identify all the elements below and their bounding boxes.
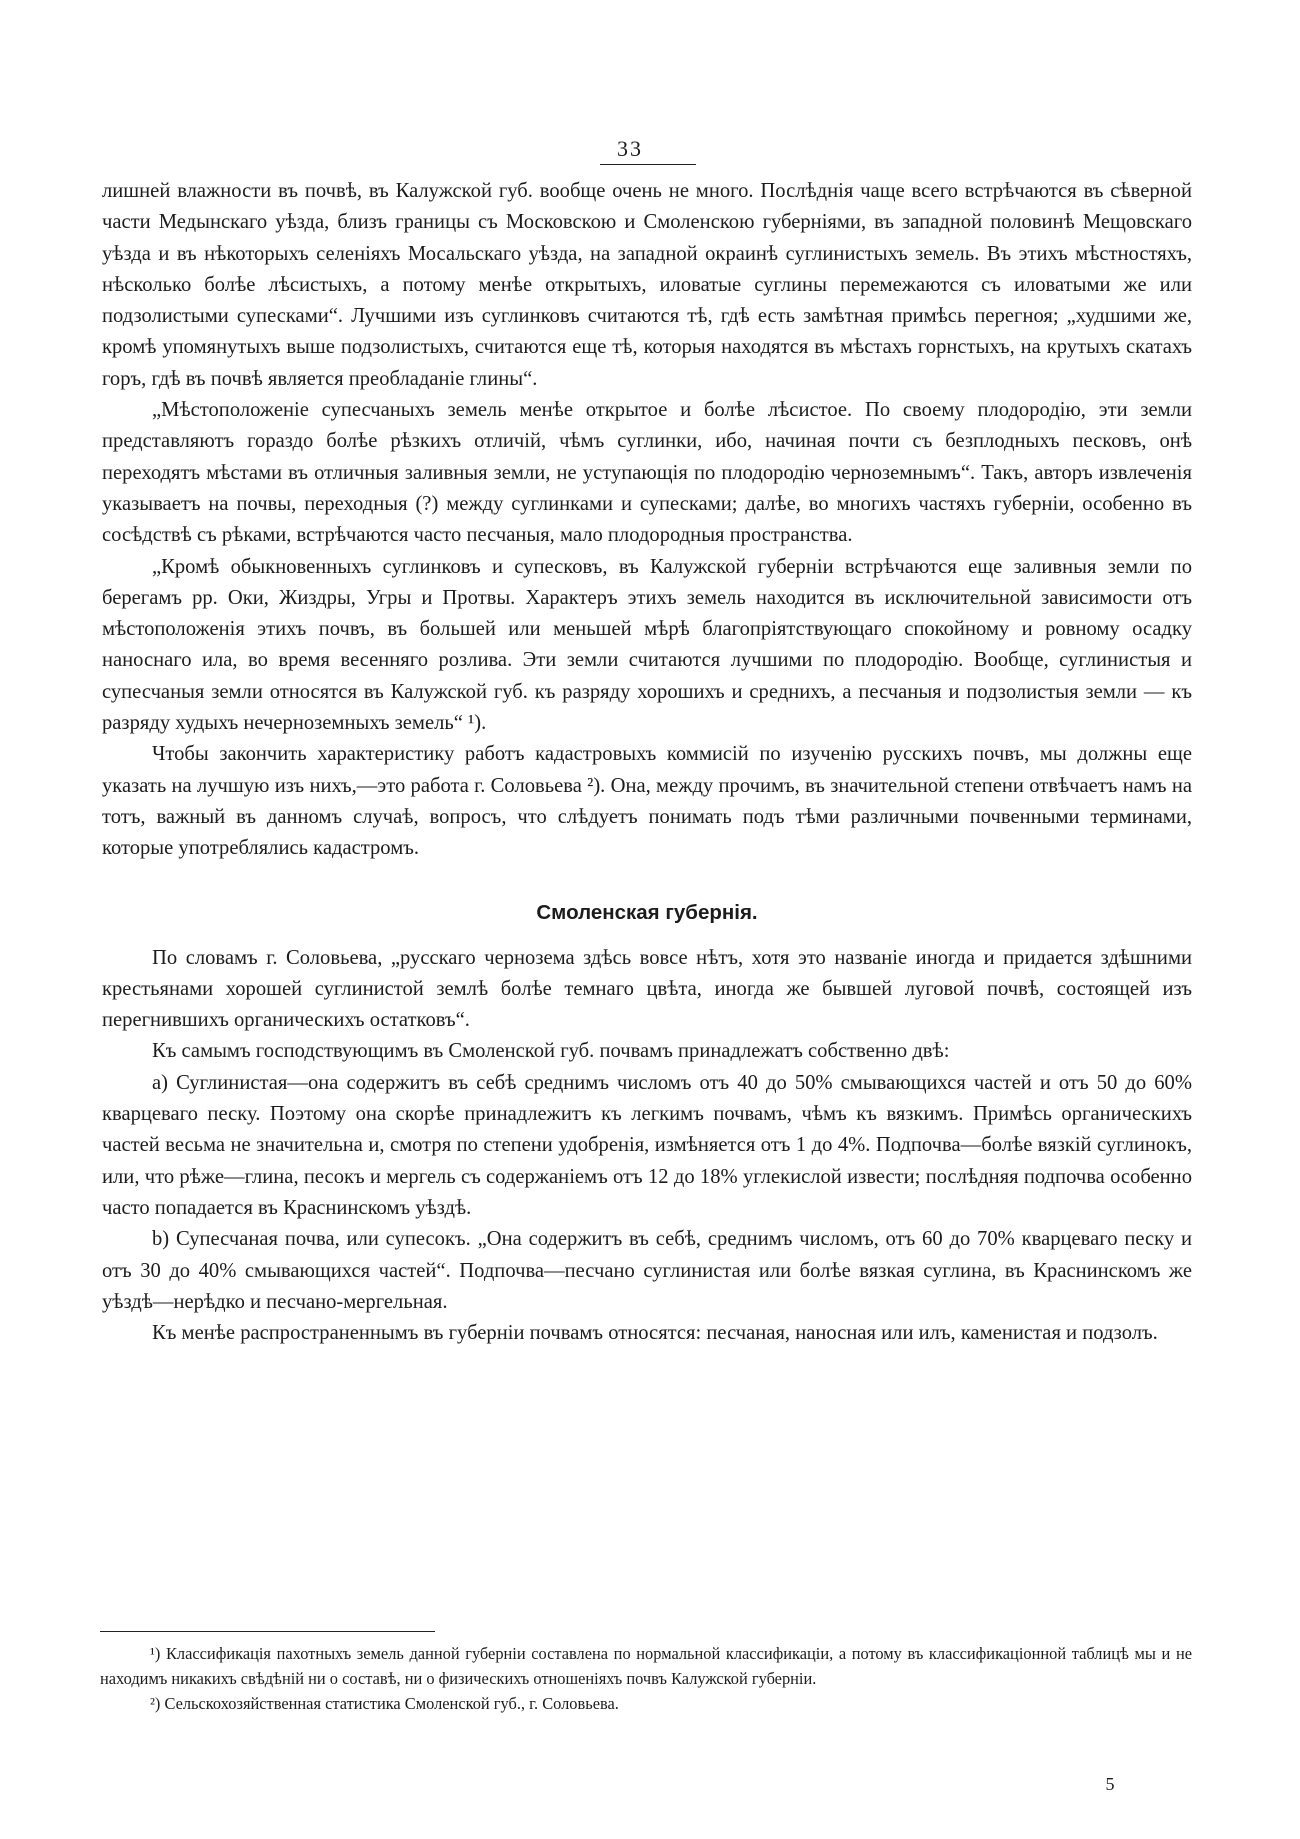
footnote-1: ¹) Классификація пахотныхъ земель данной губерніи составлена по нормальной классификаціи, а потому въ классификаціонной таблицѣ мы и не находимъ никакихъ свѣдѣній ни о составѣ, ни о физическихъ отношеніяхъ почвъ Калужской губерніи. — [100, 1644, 1192, 1688]
paragraph-2: „Мѣстоположеніе супесчаныхъ земель менѣе открытое и болѣе лѣсистое. По своему плодородію, эти земли представляютъ гораздо болѣе рѣзкихъ отличій, чѣмъ суглинки, ибо, начиная почти съ безплодныхъ песковъ, онѣ переходятъ мѣстами въ отличныя заливныя земли, не уступающія по плодородію черноземнымъ“. Такъ, авторъ извлеченія указываетъ на почвы, переходныя (?) между суглинками и супесками; далѣе, во многихъ частяхъ губерніи, особенно въ сосѣдствѣ съ рѣками, встрѣчаются часто песчаныя, мало плодородныя пространства. — [102, 399, 1192, 547]
footnote-2: ²) Сельскохозяйственная статистика Смоленской губ., г. Соловьева. — [150, 1694, 619, 1713]
signature-mark: 5 — [1105, 1774, 1115, 1794]
paragraph-7: a) Суглинистая—она содержитъ въ себѣ среднимъ числомъ отъ 40 до 50% смывающихся частей и отъ 50 до 60% кварцеваго песку. Поэтому она скорѣе принадлежитъ къ легкимъ почвамъ, чѣмъ къ вязкимъ. Примѣсь органическихъ частей весьма не значительна и, смотря по степени удобренія, измѣняется отъ 1 до 4%. Подпочва—болѣе вязкій суглинокъ, или, что рѣже—глина, песокъ и мергель съ содержаніемъ отъ 12 до 18% углекислой извести; послѣдняя подпочва особенно часто попадается въ Краснинскомъ уѣздѣ. — [102, 1071, 1192, 1219]
section-heading: Смоленская губернія. — [536, 900, 758, 924]
paragraph-6: Къ самымъ господствующимъ въ Смоленской губ. почвамъ принадлежатъ собственно двѣ: — [152, 1040, 950, 1063]
paragraph-3: „Кромѣ обыкновенныхъ суглинковъ и супесковъ, въ Калужской губерніи встрѣчаются еще заливныя земли по берегамъ рр. Оки, Жиздры, Угры и Протвы. Характеръ этихъ земель находится въ исключительной зависимости отъ мѣстоположенія этихъ почвъ, въ большей или меньшей мѣрѣ благопріятствующаго спокойному и ровному осадку наноснаго ила, во время весенняго розлива. Эти земли считаются лучшими по плодородію. Вообще, суглинистыя и супесчаныя земли относятся въ Калужской губ. къ разряду хорошихъ и среднихъ, а песчаныя и подзолистыя земли — къ разряду худыхъ нечерноземныхъ земель“ ¹). — [102, 555, 1192, 735]
footnotes — [100, 1641, 1192, 1716]
paragraph-4: Чтобы закончить характеристику работъ кадастровыхъ коммисій по изученію русскихъ почвъ, мы должны еще указать на лучшую изъ нихъ,—это работа г. Соловьева ²). Она, между прочимъ, въ значительной степени отвѣчаетъ намъ на тотъ, важный въ данномъ случаѣ, вопросъ, что слѣдуетъ понимать подъ тѣми различными почвенными терминами, которые употреблялись кадастромъ. — [102, 743, 1192, 860]
footnote-rule — [100, 1631, 435, 1632]
paragraph-5: По словамъ г. Соловьева, „русскаго чернозема здѣсь вовсе нѣтъ, хотя это названіе иногда и придается здѣшними крестьянами хорошей суглинистой землѣ болѣе темнаго цвѣта, иногда же бывшей луговой почвѣ, состоящей изъ перегнившихъ органическихъ остатковъ“. — [102, 946, 1192, 1032]
page-number-rule — [600, 164, 696, 165]
paragraph-8: b) Супесчаная почва, или супесокъ. „Она содержитъ въ себѣ, среднимъ числомъ, отъ 60 до 70% кварцеваго песку и отъ 30 до 40% смывающихся частей“. Подпочва—песчано суглинистая или болѣе вязкая суглина, въ Краснинскомъ же уѣздѣ—нерѣдко и песчано-мергельная. — [102, 1228, 1192, 1313]
paragraph-9: Къ менѣе распространеннымъ въ губерніи почвамъ относятся: песчаная, наносная или илъ, каменистая и подзолъ. — [152, 1322, 1158, 1345]
paragraph-1: лишней влажности въ почвѣ, въ Калужской губ. вообще очень не много. Послѣднія чаще всего встрѣчаются въ сѣверной части Медынскаго уѣзда, близъ границы съ Московскою и Смоленскою губерніями, въ западной половинѣ Мещовскаго уѣзда и въ нѣкоторыхъ селеніяхъ Мосальскаго уѣзда, на западной окраинѣ суглинистыхъ земель. Въ этихъ мѣстностяхъ, нѣсколько болѣе лѣсистыхъ, а потому менѣе открытыхъ, иловатые суглины перемежаются съ иловатыми же или подзолистыми супесками“. Лучшими изъ суглинковъ считаются тѣ, гдѣ есть замѣтная примѣсь перегноя; „худшими же, кромѣ упомянутыхъ выше подзолистыхъ, считаются еще тѣ, которыя находятся въ мѣстахъ горнстыхъ, на крутыхъ скатахъ горъ, гдѣ въ почвѣ является преобладаніе глины“. — [102, 180, 1192, 390]
main-text — [102, 176, 1192, 1349]
page-number: 33 — [617, 136, 643, 161]
